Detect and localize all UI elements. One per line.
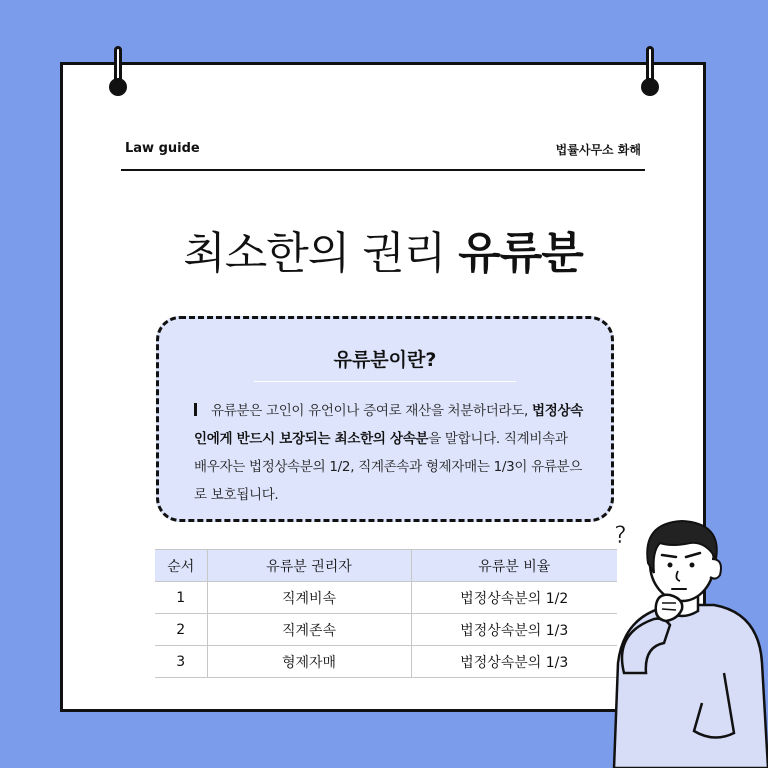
question-mark-icon: ? [614, 521, 627, 549]
definition-text-bold: 법정상속인에게 반드시 보장되는 최소한의 상속분 [194, 403, 583, 447]
definition-divider [254, 381, 516, 382]
definition-heading: 유류분이란? [333, 349, 437, 371]
header-divider [121, 169, 645, 171]
thinking-person-illustration [594, 513, 768, 768]
binder-ring-right-icon [641, 46, 659, 96]
table-row [155, 646, 617, 678]
forced-share-table [155, 549, 617, 678]
table-cell: 직계비속 [207, 582, 411, 614]
table-cell: 1 [155, 582, 207, 614]
definition-box [156, 316, 614, 522]
header-left-label: Law guide [125, 141, 200, 156]
table-cell: 법정상속분의 1/3 [411, 614, 617, 646]
table-header-cell: 유류분 권리자 [207, 550, 411, 582]
definition-text-1: 유류분은 고인이 유언이나 증여로 재산을 처분하더라도, [211, 403, 532, 419]
table-cell: 형제자매 [207, 646, 411, 678]
table-cell: 법정상속분의 1/3 [411, 646, 617, 678]
definition-text [194, 397, 583, 509]
header-right-label: 법률사무소 화해 [555, 143, 641, 157]
table-row [155, 614, 617, 646]
title-bold: 유류분 [458, 228, 583, 279]
title-normal: 최소한의 권리 [183, 228, 446, 279]
table-cell: 2 [155, 614, 207, 646]
table-cell: 3 [155, 646, 207, 678]
table-header-row [155, 550, 617, 582]
table-row [155, 582, 617, 614]
definition-text-2: 을 말합니다. 직계비속과 배우자는 법정상속분의 1/2, 직계존속과 형제자매는 1/3이 유류분으로 보호됩니다. [194, 431, 583, 503]
bullet-bar-icon [194, 403, 197, 416]
table-header-cell: 순서 [155, 550, 207, 582]
page-title [63, 217, 703, 281]
binder-ring-left-icon [109, 46, 127, 96]
table-header-cell: 유류분 비율 [411, 550, 617, 582]
table-cell: 법정상속분의 1/2 [411, 582, 617, 614]
table-cell: 직계존속 [207, 614, 411, 646]
